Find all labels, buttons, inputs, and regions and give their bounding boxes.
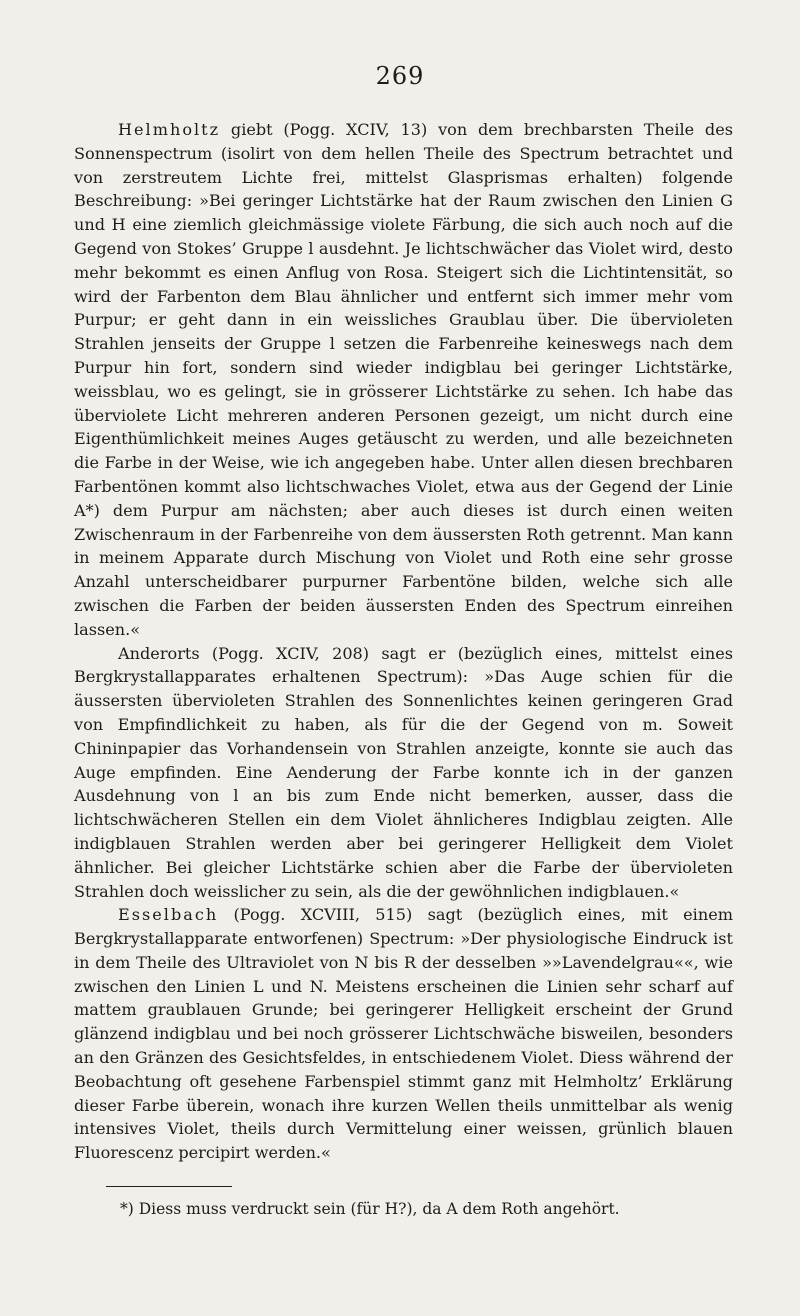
body-text: [74, 118, 733, 1165]
footnote-divider: [106, 1186, 232, 1187]
footnote: *) Diess muss verdruckt sein (für H?), da A dem Roth angehört.: [120, 1200, 620, 1218]
paragraph-esselbach: [74, 903, 733, 1165]
page-number: 269: [375, 62, 425, 90]
author-name: Helmholtz: [118, 120, 221, 139]
author-name: Esselbach: [118, 905, 219, 925]
paragraph-anderorts: [74, 642, 733, 904]
paragraph-text: Anderorts (Pogg. XCIV, 208) sagt er (bezüglich eines, mittelst eines Bergkrystallapparates erhaltenen Spectrum): »Das Auge schien für die äussersten übervioleten Strahlen des Sonnenlichtes keinen geringeren Grad von Empfindlichkeit zu haben, als für die der Gegend von m. Soweit Chininpapier das Vorhandensein von Strahlen anzeigte, konnte sie auch das Auge empfinden. Eine Aenderung der Farbe konnte ich in der ganzen Ausdehnung von l an bis zum Ende nicht bemerken, ausser, dass die lichtschwächeren Stellen ein dem Violet ähnlicheres Indigblau zeigten. Alle indigblauen Strahlen werden aber bei geringerer Helligkeit dem Violet ähnlicher. Bei gleicher Lichtstärke schien aber die Farbe der übervioleten Strahlen doch weisslicher zu sein, als die der gewöhnlichen indigblauen.«: [74, 643, 733, 901]
paragraph-helmholtz: [74, 118, 733, 642]
paragraph-text: (Pogg. XCVIII, 515) sagt (bezüglich eines, mit einem Bergkrystallapparate entworfenen) Spectrum: »Der physiologische Eindruck ist in dem Theile des Ultraviolet von N bis R der desselben »»Lavendelgrau««, wie zwischen den Linien L und N. Meistens erscheinen die Linien sehr scharf auf mattem graublauen Grunde; bei geringerer Helligkeit erscheint der Grund glänzend indigblau und bei noch grösserer Lichtschwäche bisweilen, besonders an den Gränzen des Gesichtsfeldes, in entschiedenem Violet. Diess während der Beobachtung oft gesehene Farbenspiel stimmt ganz mit Helmholtz’ Erklärung dieser Farbe überein, wonach ihre kurzen Wellen theils unmittelbar als wenig intensives Violet, theils durch Vermittelung einer weissen, grünlich blauen Fluorescenz percipirt werden.«: [74, 905, 733, 1163]
paragraph-text: giebt (Pogg. XCIV, 13) von dem brechbarsten Theile des Sonnenspectrum (isolirt von dem hellen Theile des Spectrum betrachtet und von zerstreutem Lichte frei, mittelst Glasprismas erhalten) folgende Beschreibung: »Bei geringer Lichtstärke hat der Raum zwischen den Linien G und H eine ziemlich gleichmässige violete Färbung, die sich auch noch auf die Gegend von Stokes’ Gruppe l ausdehnt. Je lichtschwächer das Violet wird, desto mehr bekommt es einen Anflug von Rosa. Steigert sich die Lichtintensität, so wird der Farbenton dem Blau ähnlicher und entfernt sich immer mehr vom Purpur; er geht dann in ein weissliches Graublau über. Die übervioleten Strahlen jenseits der Gruppe l setzen die Farbenreihe keineswegs nach dem Purpur hin fort, sondern sind wieder indigblau bei geringer Lichtstärke, weissblau, wo es gelingt, sie in grösserer Lichtstärke zu sehen. Ich habe das überviolete Licht mehreren anderen Personen gezeigt, um nicht durch eine Eigenthümlichkeit meines Auges getäuscht zu werden, und alle bezeichneten die Farbe in der Weise, wie ich angegeben habe. Unter allen diesen brechbaren Farbentönen kommt also lichtschwaches Violet, etwa aus der Gegend der Linie A*) dem Purpur am nächsten; aber auch dieses ist durch einen weiten Zwischenraum in der Farbenreihe von dem äussersten Roth getrennt. Man kann in meinem Apparate durch Mischung von Violet und Roth eine sehr grosse Anzahl unterscheidbarer purpurner Farbentöne bilden, welche sich alle zwischen die Farben der beiden äussersten Enden des Spectrum einreihen lassen.«: [74, 120, 733, 639]
